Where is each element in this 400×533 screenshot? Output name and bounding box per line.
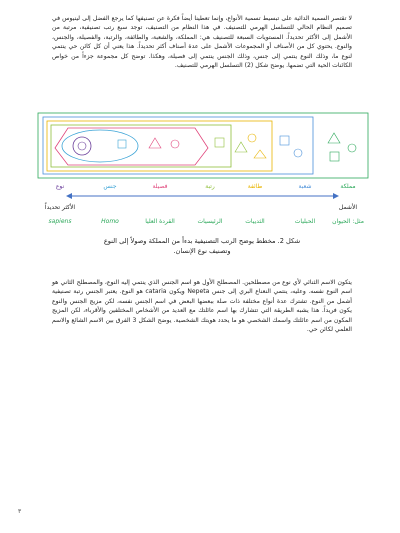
specific-label: الأكثر تحديداً	[44, 204, 76, 211]
binomial-paragraph: يتكون الاسم الثنائي لأي نوع من مصطلحين. المصطلح الأول هو اسم الجنس الذي ينتمي إليه النوع، والمصطلح الثاني هو اسم النوع نفسه. وعليه، ينتمي النعناع البري إلى جنس Nepeta ويكون cataria هو النوع. يعتبر الجنس رتبة تصنيفية أشمل من النوع. تشترك عدة أنواع مختلفة ذات صلة ببعضها البعض في اسم الجنس نفسه، لكن مزيج الجنس والنوع يكون فريداً. هذا يشبه الطريقة التي تتشارك بها اسم عائلتك مع العديد من الأشخاص المختلفين والأقرباء، لكن المزيج المكون من اسم عائلتك واسمك الشخصي هو ما يحدد هويتك الشخصية. يوضح الشكل 3 الفرق بين الاسم الشائع والاسم العلمي لكائن حي.	[52, 279, 353, 334]
rank-phylum: شعبة	[298, 183, 312, 190]
rank-species: نوع	[55, 183, 65, 190]
figure-caption: شكل 2. مخطط يوضح الرتب التصنيفية بدءاً من المملكة وصولاً إلى النوع	[103, 237, 301, 245]
rank-family: فصيلة	[152, 183, 168, 190]
example-species: sapiens	[48, 218, 72, 225]
organism-shapes	[78, 133, 356, 161]
example-family: القردة العليا	[145, 218, 175, 225]
species-group	[73, 137, 91, 155]
example-kingdom: مثل: الحيوان	[332, 218, 364, 225]
rank-genus: جنس	[103, 183, 117, 190]
inclusive-label: الأشمل	[338, 204, 358, 211]
kingdom-group	[38, 113, 368, 178]
figure-caption-line2: وتصنيف نوع الإنسان.	[173, 247, 231, 255]
rank-order: رتبة	[205, 183, 215, 190]
example-phylum: الحبليات	[294, 218, 316, 225]
example-order: الرئيسيات	[197, 218, 223, 225]
example-class: الثدييات	[245, 218, 265, 225]
genus-group	[62, 130, 138, 162]
intro-paragraph: لا تقتصر السمية الدائية على تبسيط تسمية الأنواع، وإنما تعطينا أيضاً فكرة عن تصنيفها كما يرجع الفضل إلى لينيوس في تصميم النظام الحالي للتسلسل الهرمي للتصنيف. في هذا النظام من التصنيف، توجد سبع رتب تصنيفية، مرتبة من الأشمل إلى الأكثر تحديداً. المستويات السبعة للتصنيف هي: المملكة، والشعبة، والطائفة، والرتبة، والفصيلة، والجنس، والنوع. يحتوي كل من الأصناف أو المجموعات الأشمل على عدة أصناف أكثر تحديداً. هذا يعني أن كل كائن حي ينتمي لنوع ما، وذلك النوع ينتمي إلى جنس، وذلك الجنس ينتمي إلى فصيلة، وهكذا. توضح كل مجموعة جزءاً من خواص الكائنات الحية التي تضمها. يوضح شكل (2) التسلسل الهرمي للتصنيف.	[52, 15, 352, 70]
example-genus: Homo	[101, 218, 119, 225]
taxonomy-diagram	[30, 108, 375, 228]
page-number: ٣	[18, 508, 22, 515]
inclusivity-arrow	[66, 193, 339, 199]
rank-class: طائفة	[247, 183, 263, 190]
phylum-group	[43, 117, 313, 174]
rank-kingdom: مملكة	[340, 183, 356, 190]
